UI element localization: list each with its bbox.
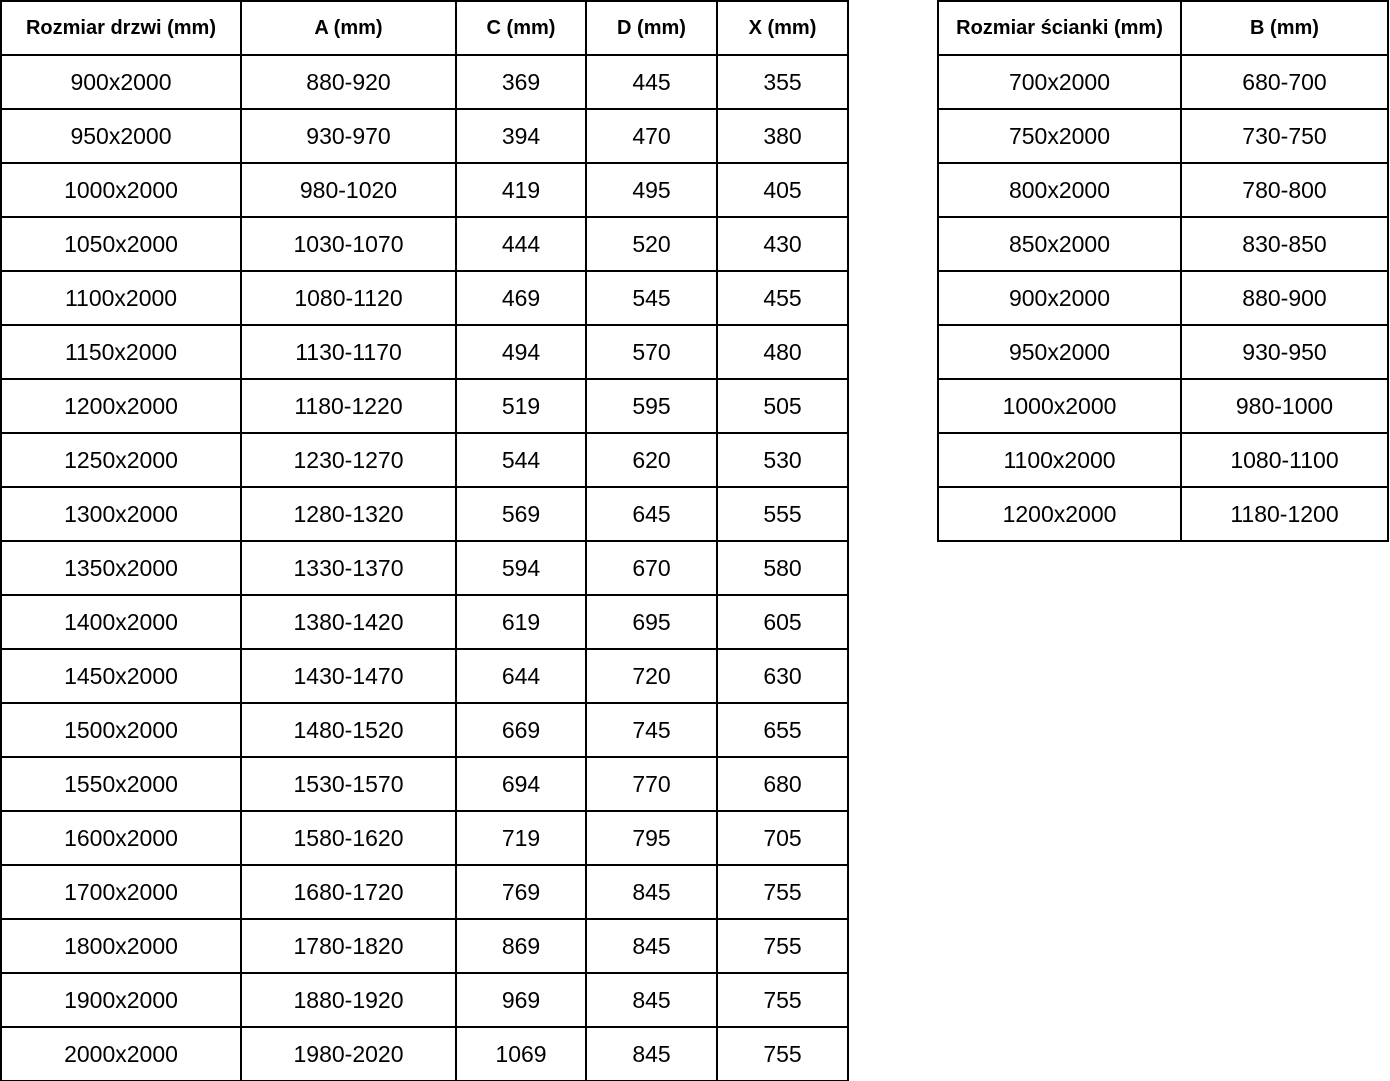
table-cell: 519 — [456, 379, 586, 433]
table-cell: 1250x2000 — [1, 433, 241, 487]
table-cell: 469 — [456, 271, 586, 325]
table-row — [938, 217, 1388, 271]
table-cell: 845 — [586, 1027, 717, 1081]
table-row — [938, 487, 1388, 541]
table-row — [938, 271, 1388, 325]
table-cell: 470 — [586, 109, 717, 163]
table-cell: 419 — [456, 163, 586, 217]
table-cell: 900x2000 — [1, 55, 241, 109]
table-cell: 845 — [586, 919, 717, 973]
table-cell: 1200x2000 — [1, 379, 241, 433]
table-cell: 380 — [717, 109, 848, 163]
table-cell: 1400x2000 — [1, 595, 241, 649]
table-cell: 1130-1170 — [241, 325, 456, 379]
table-cell: 1100x2000 — [938, 433, 1181, 487]
table-cell: 705 — [717, 811, 848, 865]
table-row — [1, 541, 848, 595]
table-cell: 800x2000 — [938, 163, 1181, 217]
column-header: Rozmiar ścianki (mm) — [938, 1, 1181, 55]
table-cell: 1880-1920 — [241, 973, 456, 1027]
table-cell: 455 — [717, 271, 848, 325]
table-cell: 1300x2000 — [1, 487, 241, 541]
table-cell: 695 — [586, 595, 717, 649]
table-row — [1, 271, 848, 325]
table-cell: 630 — [717, 649, 848, 703]
table-cell: 1069 — [456, 1027, 586, 1081]
table-cell: 780-800 — [1181, 163, 1388, 217]
table-cell: 670 — [586, 541, 717, 595]
table-cell: 1800x2000 — [1, 919, 241, 973]
table-cell: 645 — [586, 487, 717, 541]
header-row — [938, 1, 1388, 55]
table-cell: 1480-1520 — [241, 703, 456, 757]
table-cell: 1180-1220 — [241, 379, 456, 433]
table-row — [1, 757, 848, 811]
table-row — [1, 433, 848, 487]
table-cell: 569 — [456, 487, 586, 541]
table-cell: 1080-1120 — [241, 271, 456, 325]
wall-sizes-table — [937, 0, 1389, 542]
column-header: B (mm) — [1181, 1, 1388, 55]
table-cell: 755 — [717, 919, 848, 973]
table-cell: 1530-1570 — [241, 757, 456, 811]
table-cell: 950x2000 — [1, 109, 241, 163]
table-cell: 720 — [586, 649, 717, 703]
table-row — [938, 163, 1388, 217]
table-cell: 355 — [717, 55, 848, 109]
column-header: A (mm) — [241, 1, 456, 55]
table-cell: 2000x2000 — [1, 1027, 241, 1081]
table-cell: 1780-1820 — [241, 919, 456, 973]
table-cell: 700x2000 — [938, 55, 1181, 109]
table-cell: 1450x2000 — [1, 649, 241, 703]
table-cell: 900x2000 — [938, 271, 1181, 325]
table-cell: 1700x2000 — [1, 865, 241, 919]
table-cell: 620 — [586, 433, 717, 487]
table-cell: 880-900 — [1181, 271, 1388, 325]
table-cell: 680 — [717, 757, 848, 811]
header-row — [1, 1, 848, 55]
table-cell: 730-750 — [1181, 109, 1388, 163]
table-cell: 644 — [456, 649, 586, 703]
table-cell: 1230-1270 — [241, 433, 456, 487]
table-cell: 505 — [717, 379, 848, 433]
table-cell: 1050x2000 — [1, 217, 241, 271]
table-cell: 1150x2000 — [1, 325, 241, 379]
column-header: Rozmiar drzwi (mm) — [1, 1, 241, 55]
table-cell: 545 — [586, 271, 717, 325]
table-cell: 1580-1620 — [241, 811, 456, 865]
table-cell: 845 — [586, 865, 717, 919]
table-cell: 930-970 — [241, 109, 456, 163]
table-row — [1, 379, 848, 433]
table-row — [938, 109, 1388, 163]
table-row — [1, 55, 848, 109]
table-cell: 570 — [586, 325, 717, 379]
table-cell: 394 — [456, 109, 586, 163]
column-header: X (mm) — [717, 1, 848, 55]
table-cell: 755 — [717, 865, 848, 919]
table-cell: 595 — [586, 379, 717, 433]
table-cell: 745 — [586, 703, 717, 757]
table-row — [1, 649, 848, 703]
table-cell: 770 — [586, 757, 717, 811]
table-cell: 605 — [717, 595, 848, 649]
table-cell: 555 — [717, 487, 848, 541]
table-cell: 1000x2000 — [938, 379, 1181, 433]
table-cell: 750x2000 — [938, 109, 1181, 163]
table-cell: 480 — [717, 325, 848, 379]
table-cell: 1900x2000 — [1, 973, 241, 1027]
table-row — [1, 919, 848, 973]
table-cell: 1980-2020 — [241, 1027, 456, 1081]
wall-sizes-body — [938, 55, 1388, 541]
table-cell: 755 — [717, 973, 848, 1027]
table-row — [938, 325, 1388, 379]
table-cell: 430 — [717, 217, 848, 271]
table-cell: 950x2000 — [938, 325, 1181, 379]
table-cell: 655 — [717, 703, 848, 757]
table-cell: 969 — [456, 973, 586, 1027]
table-cell: 845 — [586, 973, 717, 1027]
table-row — [1, 865, 848, 919]
table-cell: 369 — [456, 55, 586, 109]
table-cell: 869 — [456, 919, 586, 973]
table-cell: 1330-1370 — [241, 541, 456, 595]
table-row — [938, 433, 1388, 487]
table-cell: 1200x2000 — [938, 487, 1181, 541]
table-cell: 1550x2000 — [1, 757, 241, 811]
table-cell: 405 — [717, 163, 848, 217]
table-cell: 769 — [456, 865, 586, 919]
table-cell: 544 — [456, 433, 586, 487]
table-cell: 444 — [456, 217, 586, 271]
table-cell: 680-700 — [1181, 55, 1388, 109]
table-cell: 1100x2000 — [1, 271, 241, 325]
table-cell: 669 — [456, 703, 586, 757]
wall-sizes-header — [938, 1, 1388, 55]
table-row — [1, 1027, 848, 1081]
table-cell: 1680-1720 — [241, 865, 456, 919]
table-cell: 445 — [586, 55, 717, 109]
table-row — [1, 595, 848, 649]
table-cell: 494 — [456, 325, 586, 379]
table-cell: 1350x2000 — [1, 541, 241, 595]
table-cell: 980-1020 — [241, 163, 456, 217]
table-row — [1, 325, 848, 379]
table-cell: 1000x2000 — [1, 163, 241, 217]
table-cell: 1380-1420 — [241, 595, 456, 649]
table-cell: 1280-1320 — [241, 487, 456, 541]
door-sizes-body — [1, 55, 848, 1081]
table-cell: 980-1000 — [1181, 379, 1388, 433]
table-cell: 830-850 — [1181, 217, 1388, 271]
column-header: D (mm) — [586, 1, 717, 55]
table-cell: 930-950 — [1181, 325, 1388, 379]
table-cell: 1600x2000 — [1, 811, 241, 865]
table-row — [938, 379, 1388, 433]
table-row — [1, 487, 848, 541]
table-cell: 619 — [456, 595, 586, 649]
door-sizes-header — [1, 1, 848, 55]
table-cell: 594 — [456, 541, 586, 595]
table-cell: 795 — [586, 811, 717, 865]
table-cell: 880-920 — [241, 55, 456, 109]
table-cell: 1080-1100 — [1181, 433, 1388, 487]
table-cell: 1500x2000 — [1, 703, 241, 757]
table-cell: 719 — [456, 811, 586, 865]
table-row — [938, 55, 1388, 109]
table-cell: 530 — [717, 433, 848, 487]
table-cell: 755 — [717, 1027, 848, 1081]
table-row — [1, 217, 848, 271]
table-row — [1, 703, 848, 757]
table-cell: 580 — [717, 541, 848, 595]
table-cell: 694 — [456, 757, 586, 811]
table-cell: 1180-1200 — [1181, 487, 1388, 541]
table-cell: 495 — [586, 163, 717, 217]
table-row — [1, 163, 848, 217]
table-cell: 520 — [586, 217, 717, 271]
table-cell: 850x2000 — [938, 217, 1181, 271]
table-row — [1, 811, 848, 865]
table-cell: 1030-1070 — [241, 217, 456, 271]
table-row — [1, 973, 848, 1027]
table-row — [1, 109, 848, 163]
column-header: C (mm) — [456, 1, 586, 55]
table-cell: 1430-1470 — [241, 649, 456, 703]
